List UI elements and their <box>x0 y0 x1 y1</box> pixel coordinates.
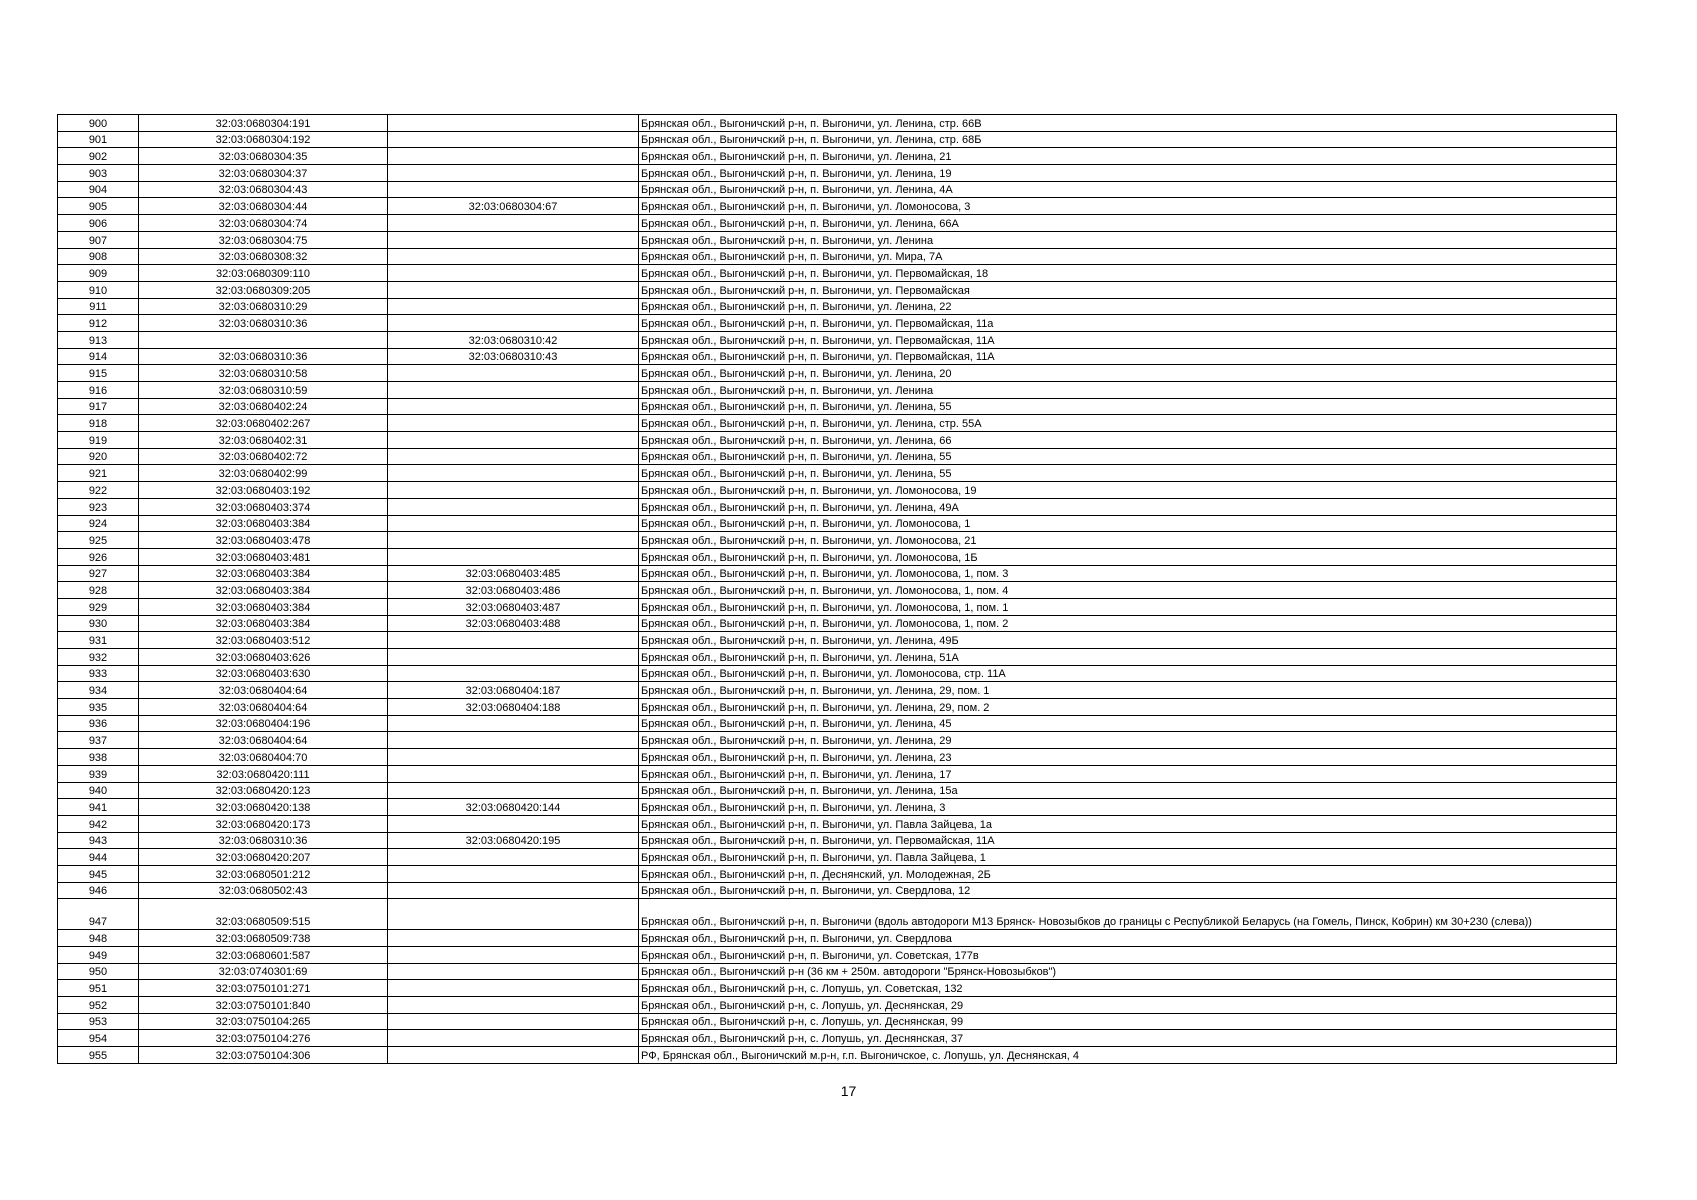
cadastral-number: 32:03:0680402:31 <box>139 432 388 449</box>
related-cadastral-number <box>388 815 639 832</box>
related-cadastral-number: 32:03:0680403:486 <box>388 582 639 599</box>
cadastral-number: 32:03:0680403:384 <box>139 598 388 615</box>
row-number: 906 <box>58 215 139 232</box>
address: Брянская обл., Выгоничский р-н, с. Лопушь, ул. Деснянская, 37 <box>639 1030 1617 1047</box>
row-number: 919 <box>58 432 139 449</box>
related-cadastral-number <box>388 632 639 649</box>
cadastral-number: 32:03:0680502:43 <box>139 882 388 899</box>
table-row <box>58 382 1617 399</box>
cadastral-number: 32:03:0680420:207 <box>139 849 388 866</box>
related-cadastral-number <box>388 749 639 766</box>
address: Брянская обл., Выгоничский р-н, с. Лопушь, ул. Деснянская, 99 <box>639 1013 1617 1030</box>
row-number: 925 <box>58 532 139 549</box>
cadastral-number: 32:03:0680309:205 <box>139 281 388 298</box>
row-number: 952 <box>58 997 139 1014</box>
row-number: 904 <box>58 181 139 198</box>
row-number: 921 <box>58 465 139 482</box>
cadastral-number: 32:03:0680304:74 <box>139 215 388 232</box>
row-number: 928 <box>58 582 139 599</box>
cadastral-number: 32:03:0680304:35 <box>139 148 388 165</box>
table-row <box>58 465 1617 482</box>
related-cadastral-number <box>388 231 639 248</box>
cadastral-number: 32:03:0680309:110 <box>139 265 388 282</box>
row-number: 950 <box>58 963 139 980</box>
address: РФ, Брянская обл., Выгоничский м.р-н, г.п. Выгоничское, с. Лопушь, ул. Деснянская, 4 <box>639 1047 1617 1064</box>
cadastral-number: 32:03:0680509:738 <box>139 930 388 947</box>
cadastral-number: 32:03:0680403:512 <box>139 632 388 649</box>
row-number: 942 <box>58 815 139 832</box>
address: Брянская обл., Выгоничский р-н, п. Выгоничи, ул. Ленина, 29 <box>639 732 1617 749</box>
address: Брянская обл., Выгоничский р-н, п. Выгоничи, ул. Ломоносова, 19 <box>639 482 1617 499</box>
address: Брянская обл., Выгоничский р-н, п. Выгоничи, ул. Первомайская, 11а <box>639 315 1617 332</box>
related-cadastral-number: 32:03:0680403:485 <box>388 565 639 582</box>
address: Брянская обл., Выгоничский р-н, п. Выгоничи, ул. Ломоносова, 1 <box>639 515 1617 532</box>
related-cadastral-number <box>388 415 639 432</box>
address: Брянская обл., Выгоничский р-н, п. Выгоничи, ул. Ленина, 21 <box>639 148 1617 165</box>
cadastral-number: 32:03:0680304:37 <box>139 165 388 182</box>
address: Брянская обл., Выгоничский р-н, п. Выгоничи, ул. Ленина <box>639 382 1617 399</box>
cadastral-number: 32:03:0680402:24 <box>139 398 388 415</box>
table-row <box>58 632 1617 649</box>
cadastral-number: 32:03:0680420:173 <box>139 815 388 832</box>
cadastral-number: 32:03:0680304:191 <box>139 115 388 132</box>
cadastral-number: 32:03:0680601:587 <box>139 947 388 964</box>
row-number: 905 <box>58 198 139 215</box>
table-row <box>58 997 1617 1014</box>
address: Брянская обл., Выгоничский р-н, с. Лопушь, ул. Деснянская, 29 <box>639 997 1617 1014</box>
table-row <box>58 582 1617 599</box>
related-cadastral-number <box>388 215 639 232</box>
cadastral-number: 32:03:0680403:384 <box>139 615 388 632</box>
address: Брянская обл., Выгоничский р-н, п. Выгоничи, ул. Ленина, 22 <box>639 298 1617 315</box>
address: Брянская обл., Выгоничский р-н, п. Выгоничи, ул. Ленина, 20 <box>639 365 1617 382</box>
address: Брянская обл., Выгоничский р-н, п. Выгоничи, ул. Ломоносова, 1, пом. 2 <box>639 615 1617 632</box>
table-row <box>58 398 1617 415</box>
row-number: 916 <box>58 382 139 399</box>
cadastral-number: 32:03:0680420:111 <box>139 765 388 782</box>
related-cadastral-number <box>388 315 639 332</box>
table-row <box>58 298 1617 315</box>
table-row <box>58 765 1617 782</box>
related-cadastral-number <box>388 1013 639 1030</box>
address: Брянская обл., Выгоничский р-н, п. Выгоничи, ул. Ленина, 55 <box>639 398 1617 415</box>
address: Брянская обл., Выгоничский р-н, с. Лопушь, ул. Советская, 132 <box>639 980 1617 997</box>
related-cadastral-number <box>388 997 639 1014</box>
row-number: 934 <box>58 682 139 699</box>
related-cadastral-number <box>388 980 639 997</box>
address: Брянская обл., Выгоничский р-н, п. Выгоничи, ул. Ленина, стр. 55А <box>639 415 1617 432</box>
cadastral-number: 32:03:0680403:481 <box>139 548 388 565</box>
row-number: 939 <box>58 765 139 782</box>
row-number: 932 <box>58 649 139 666</box>
cadastral-number: 32:03:0680310:36 <box>139 315 388 332</box>
table-row <box>58 749 1617 766</box>
row-number: 949 <box>58 947 139 964</box>
cadastral-number: 32:03:0680310:58 <box>139 365 388 382</box>
related-cadastral-number <box>388 732 639 749</box>
related-cadastral-number <box>388 148 639 165</box>
row-number: 944 <box>58 849 139 866</box>
related-cadastral-number <box>388 115 639 132</box>
address: Брянская обл., Выгоничский р-н, п. Выгоничи, ул. Первомайская, 11А <box>639 832 1617 849</box>
registry-table <box>57 114 1617 1064</box>
cadastral-number: 32:03:0680404:196 <box>139 715 388 732</box>
table-row <box>58 665 1617 682</box>
table-row <box>58 532 1617 549</box>
address: Брянская обл., Выгоничский р-н (36 км + 250м. автодороги "Брянск-Новозыбков") <box>639 963 1617 980</box>
cadastral-number: 32:03:0680404:64 <box>139 682 388 699</box>
table-row <box>58 832 1617 849</box>
table-row <box>58 181 1617 198</box>
row-number: 953 <box>58 1013 139 1030</box>
cadastral-number: 32:03:0680403:374 <box>139 498 388 515</box>
cadastral-number: 32:03:0680420:138 <box>139 799 388 816</box>
related-cadastral-number <box>388 248 639 265</box>
related-cadastral-number <box>388 715 639 732</box>
related-cadastral-number: 32:03:0680404:187 <box>388 682 639 699</box>
table-row <box>58 131 1617 148</box>
address: Брянская обл., Выгоничский р-н, п. Выгоничи, ул. Первомайская, 11А <box>639 348 1617 365</box>
cadastral-number: 32:03:0680501:212 <box>139 865 388 882</box>
row-number: 933 <box>58 665 139 682</box>
table-row <box>58 782 1617 799</box>
address: Брянская обл., Выгоничский р-н, п. Выгоничи, ул. Ломоносова, 21 <box>639 532 1617 549</box>
table-row <box>58 732 1617 749</box>
address: Брянская обл., Выгоничский р-н, п. Выгоничи, ул. Свердлова <box>639 930 1617 947</box>
address: Брянская обл., Выгоничский р-н, п. Выгоничи, ул. Ломоносова, стр. 11А <box>639 665 1617 682</box>
table-row <box>58 615 1617 632</box>
related-cadastral-number <box>388 665 639 682</box>
row-number: 954 <box>58 1030 139 1047</box>
table-row <box>58 331 1617 348</box>
cadastral-number: 32:03:0750101:840 <box>139 997 388 1014</box>
address: Брянская обл., Выгоничский р-н, п. Выгоничи, ул. Ленина, стр. 66В <box>639 115 1617 132</box>
table-row <box>58 315 1617 332</box>
row-number: 941 <box>58 799 139 816</box>
table-row <box>58 715 1617 732</box>
address: Брянская обл., Выгоничский р-н, п. Выгоничи, ул. Ломоносова, 1Б <box>639 548 1617 565</box>
row-number: 922 <box>58 482 139 499</box>
row-number: 902 <box>58 148 139 165</box>
table-row <box>58 198 1617 215</box>
row-number: 945 <box>58 865 139 882</box>
address: Брянская обл., Выгоничский р-н, п. Выгоничи, ул. Павла Зайцева, 1а <box>639 815 1617 832</box>
table-row <box>58 148 1617 165</box>
page-number: 17 <box>840 1083 857 1099</box>
related-cadastral-number <box>388 782 639 799</box>
table-row <box>58 699 1617 716</box>
address: Брянская обл., Выгоничский р-н, п. Выгоничи, ул. Ленина, стр. 68Б <box>639 131 1617 148</box>
row-number: 901 <box>58 131 139 148</box>
related-cadastral-number: 32:03:0680403:487 <box>388 598 639 615</box>
related-cadastral-number <box>388 882 639 899</box>
row-number: 918 <box>58 415 139 432</box>
related-cadastral-number <box>388 298 639 315</box>
cadastral-number: 32:03:0680310:59 <box>139 382 388 399</box>
table-row <box>58 265 1617 282</box>
table-row <box>58 849 1617 866</box>
related-cadastral-number <box>388 649 639 666</box>
address: Брянская обл., Выгоничский р-н, п. Выгоничи, ул. Ленина, 19 <box>639 165 1617 182</box>
table-row <box>58 899 1617 930</box>
address: Брянская обл., Выгоничский р-н, п. Выгоничи, ул. Ленина, 17 <box>639 765 1617 782</box>
table-row <box>58 348 1617 365</box>
table-row <box>58 598 1617 615</box>
table-row <box>58 963 1617 980</box>
row-number: 917 <box>58 398 139 415</box>
row-number: 910 <box>58 281 139 298</box>
row-number: 948 <box>58 930 139 947</box>
row-number: 947 <box>58 899 139 930</box>
row-number: 955 <box>58 1047 139 1064</box>
table-row <box>58 1013 1617 1030</box>
row-number: 924 <box>58 515 139 532</box>
cadastral-number <box>139 331 388 348</box>
table-row <box>58 165 1617 182</box>
address: Брянская обл., Выгоничский р-н, п. Выгоничи, ул. Ломоносова, 1, пом. 1 <box>639 598 1617 615</box>
related-cadastral-number <box>388 865 639 882</box>
table-row <box>58 682 1617 699</box>
row-number: 951 <box>58 980 139 997</box>
address: Брянская обл., Выгоничский р-н, п. Выгоничи, ул. Ленина, 4А <box>639 181 1617 198</box>
row-number: 909 <box>58 265 139 282</box>
address: Брянская обл., Выгоничский р-н, п. Выгоничи, ул. Ленина, 55 <box>639 448 1617 465</box>
table-row <box>58 498 1617 515</box>
related-cadastral-number: 32:03:0680310:43 <box>388 348 639 365</box>
row-number: 914 <box>58 348 139 365</box>
registry-table-body <box>58 115 1617 1064</box>
cadastral-number: 32:03:0680404:64 <box>139 699 388 716</box>
row-number: 946 <box>58 882 139 899</box>
related-cadastral-number <box>388 765 639 782</box>
row-number: 940 <box>58 782 139 799</box>
related-cadastral-number: 32:03:0680403:488 <box>388 615 639 632</box>
row-number: 920 <box>58 448 139 465</box>
table-row <box>58 482 1617 499</box>
table-row <box>58 865 1617 882</box>
cadastral-number: 32:03:0680403:384 <box>139 582 388 599</box>
related-cadastral-number <box>388 131 639 148</box>
address: Брянская обл., Выгоничский р-н, п. Выгоничи, ул. Павла Зайцева, 1 <box>639 849 1617 866</box>
address: Брянская обл., Выгоничский р-н, п. Выгоничи, ул. Ленина, 23 <box>639 749 1617 766</box>
row-number: 938 <box>58 749 139 766</box>
table-row <box>58 980 1617 997</box>
address: Брянская обл., Выгоничский р-н, п. Деснянский, ул. Молодежная, 2Б <box>639 865 1617 882</box>
cadastral-number: 32:03:0680404:64 <box>139 732 388 749</box>
row-number: 903 <box>58 165 139 182</box>
related-cadastral-number <box>388 1047 639 1064</box>
cadastral-number: 32:03:0680304:44 <box>139 198 388 215</box>
table-row <box>58 432 1617 449</box>
related-cadastral-number <box>388 382 639 399</box>
cadastral-number: 32:03:0680304:43 <box>139 181 388 198</box>
address: Брянская обл., Выгоничский р-н, п. Выгоничи (вдоль автодороги М13 Брянск- Новозыбков до границы с Республикой Беларусь (на Гомель, Пинск, Кобрин) км 30+230 (слева)) <box>639 899 1617 930</box>
related-cadastral-number <box>388 265 639 282</box>
table-row <box>58 248 1617 265</box>
table-row <box>58 448 1617 465</box>
related-cadastral-number <box>388 515 639 532</box>
table-row <box>58 231 1617 248</box>
cadastral-number: 32:03:0750101:271 <box>139 980 388 997</box>
address: Брянская обл., Выгоничский р-н, п. Выгоничи, ул. Ленина, 15а <box>639 782 1617 799</box>
address: Брянская обл., Выгоничский р-н, п. Выгоничи, ул. Первомайская <box>639 281 1617 298</box>
related-cadastral-number: 32:03:0680304:67 <box>388 198 639 215</box>
address: Брянская обл., Выгоничский р-н, п. Выгоничи, ул. Ломоносова, 3 <box>639 198 1617 215</box>
address: Брянская обл., Выгоничский р-н, п. Выгоничи, ул. Ленина, 3 <box>639 799 1617 816</box>
address: Брянская обл., Выгоничский р-н, п. Выгоничи, ул. Свердлова, 12 <box>639 882 1617 899</box>
related-cadastral-number <box>388 498 639 515</box>
cadastral-number: 32:03:0740301:69 <box>139 963 388 980</box>
table-row <box>58 415 1617 432</box>
related-cadastral-number <box>388 281 639 298</box>
row-number: 936 <box>58 715 139 732</box>
related-cadastral-number <box>388 930 639 947</box>
address: Брянская обл., Выгоничский р-н, п. Выгоничи, ул. Ломоносова, 1, пом. 4 <box>639 582 1617 599</box>
cadastral-number: 32:03:0680403:626 <box>139 649 388 666</box>
cadastral-number: 32:03:0750104:276 <box>139 1030 388 1047</box>
cadastral-number: 32:03:0680310:36 <box>139 348 388 365</box>
table-row <box>58 799 1617 816</box>
table-row <box>58 365 1617 382</box>
address: Брянская обл., Выгоничский р-н, п. Выгоничи, ул. Ленина, 66 <box>639 432 1617 449</box>
cadastral-number: 32:03:0680402:267 <box>139 415 388 432</box>
related-cadastral-number <box>388 963 639 980</box>
cadastral-number: 32:03:0680403:630 <box>139 665 388 682</box>
related-cadastral-number: 32:03:0680404:188 <box>388 699 639 716</box>
row-number: 937 <box>58 732 139 749</box>
cadastral-number: 32:03:0680403:384 <box>139 565 388 582</box>
address: Брянская обл., Выгоничский р-н, п. Выгоничи, ул. Ленина, 49Б <box>639 632 1617 649</box>
cadastral-number: 32:03:0680403:384 <box>139 515 388 532</box>
cadastral-number: 32:03:0680403:478 <box>139 532 388 549</box>
related-cadastral-number <box>388 448 639 465</box>
table-row <box>58 1047 1617 1064</box>
address: Брянская обл., Выгоничский р-н, п. Выгоничи, ул. Ленина, 45 <box>639 715 1617 732</box>
cadastral-number: 32:03:0680402:99 <box>139 465 388 482</box>
address: Брянская обл., Выгоничский р-н, п. Выгоничи, ул. Первомайская, 18 <box>639 265 1617 282</box>
related-cadastral-number <box>388 947 639 964</box>
cadastral-number: 32:03:0680304:192 <box>139 131 388 148</box>
address: Брянская обл., Выгоничский р-н, п. Выгоничи, ул. Ленина, 49А <box>639 498 1617 515</box>
cadastral-number: 32:03:0750104:306 <box>139 1047 388 1064</box>
cadastral-number: 32:03:0680402:72 <box>139 448 388 465</box>
cadastral-number: 32:03:0680404:70 <box>139 749 388 766</box>
related-cadastral-number <box>388 532 639 549</box>
related-cadastral-number: 32:03:0680420:144 <box>388 799 639 816</box>
row-number: 913 <box>58 331 139 348</box>
related-cadastral-number <box>388 181 639 198</box>
table-row <box>58 565 1617 582</box>
cadastral-number: 32:03:0680308:32 <box>139 248 388 265</box>
row-number: 930 <box>58 615 139 632</box>
row-number: 931 <box>58 632 139 649</box>
table-row <box>58 882 1617 899</box>
row-number: 927 <box>58 565 139 582</box>
row-number: 912 <box>58 315 139 332</box>
address: Брянская обл., Выгоничский р-н, п. Выгоничи, ул. Ленина, 29, пом. 2 <box>639 699 1617 716</box>
table-row <box>58 281 1617 298</box>
cadastral-number: 32:03:0680310:36 <box>139 832 388 849</box>
related-cadastral-number <box>388 465 639 482</box>
related-cadastral-number <box>388 899 639 930</box>
related-cadastral-number <box>388 849 639 866</box>
table-row <box>58 215 1617 232</box>
related-cadastral-number: 32:03:0680310:42 <box>388 331 639 348</box>
address: Брянская обл., Выгоничский р-н, п. Выгоничи, ул. Ленина, 66А <box>639 215 1617 232</box>
table-row <box>58 930 1617 947</box>
table-row <box>58 515 1617 532</box>
related-cadastral-number <box>388 1030 639 1047</box>
address: Брянская обл., Выгоничский р-н, п. Выгоничи, ул. Советская, 177в <box>639 947 1617 964</box>
row-number: 908 <box>58 248 139 265</box>
address: Брянская обл., Выгоничский р-н, п. Выгоничи, ул. Ленина, 51А <box>639 649 1617 666</box>
row-number: 915 <box>58 365 139 382</box>
address: Брянская обл., Выгоничский р-н, п. Выгоничи, ул. Ленина, 29, пом. 1 <box>639 682 1617 699</box>
cadastral-number: 32:03:0680403:192 <box>139 482 388 499</box>
row-number: 911 <box>58 298 139 315</box>
row-number: 923 <box>58 498 139 515</box>
table-row <box>58 115 1617 132</box>
row-number: 900 <box>58 115 139 132</box>
cadastral-number: 32:03:0680304:75 <box>139 231 388 248</box>
related-cadastral-number <box>388 432 639 449</box>
address: Брянская обл., Выгоничский р-н, п. Выгоничи, ул. Ломоносова, 1, пом. 3 <box>639 565 1617 582</box>
table-row <box>58 947 1617 964</box>
related-cadastral-number <box>388 165 639 182</box>
table-row <box>58 815 1617 832</box>
related-cadastral-number <box>388 398 639 415</box>
table-row <box>58 1030 1617 1047</box>
related-cadastral-number <box>388 482 639 499</box>
address: Брянская обл., Выгоничский р-н, п. Выгоничи, ул. Ленина <box>639 231 1617 248</box>
related-cadastral-number <box>388 365 639 382</box>
cadastral-number: 32:03:0680509:515 <box>139 899 388 930</box>
address: Брянская обл., Выгоничский р-н, п. Выгоничи, ул. Первомайская, 11А <box>639 331 1617 348</box>
row-number: 907 <box>58 231 139 248</box>
table-row <box>58 649 1617 666</box>
related-cadastral-number <box>388 548 639 565</box>
cadastral-number: 32:03:0750104:265 <box>139 1013 388 1030</box>
cadastral-number: 32:03:0680310:29 <box>139 298 388 315</box>
row-number: 929 <box>58 598 139 615</box>
row-number: 943 <box>58 832 139 849</box>
row-number: 926 <box>58 548 139 565</box>
cadastral-number: 32:03:0680420:123 <box>139 782 388 799</box>
related-cadastral-number: 32:03:0680420:195 <box>388 832 639 849</box>
address: Брянская обл., Выгоничский р-н, п. Выгоничи, ул. Мира, 7А <box>639 248 1617 265</box>
table-row <box>58 548 1617 565</box>
address: Брянская обл., Выгоничский р-н, п. Выгоничи, ул. Ленина, 55 <box>639 465 1617 482</box>
row-number: 935 <box>58 699 139 716</box>
